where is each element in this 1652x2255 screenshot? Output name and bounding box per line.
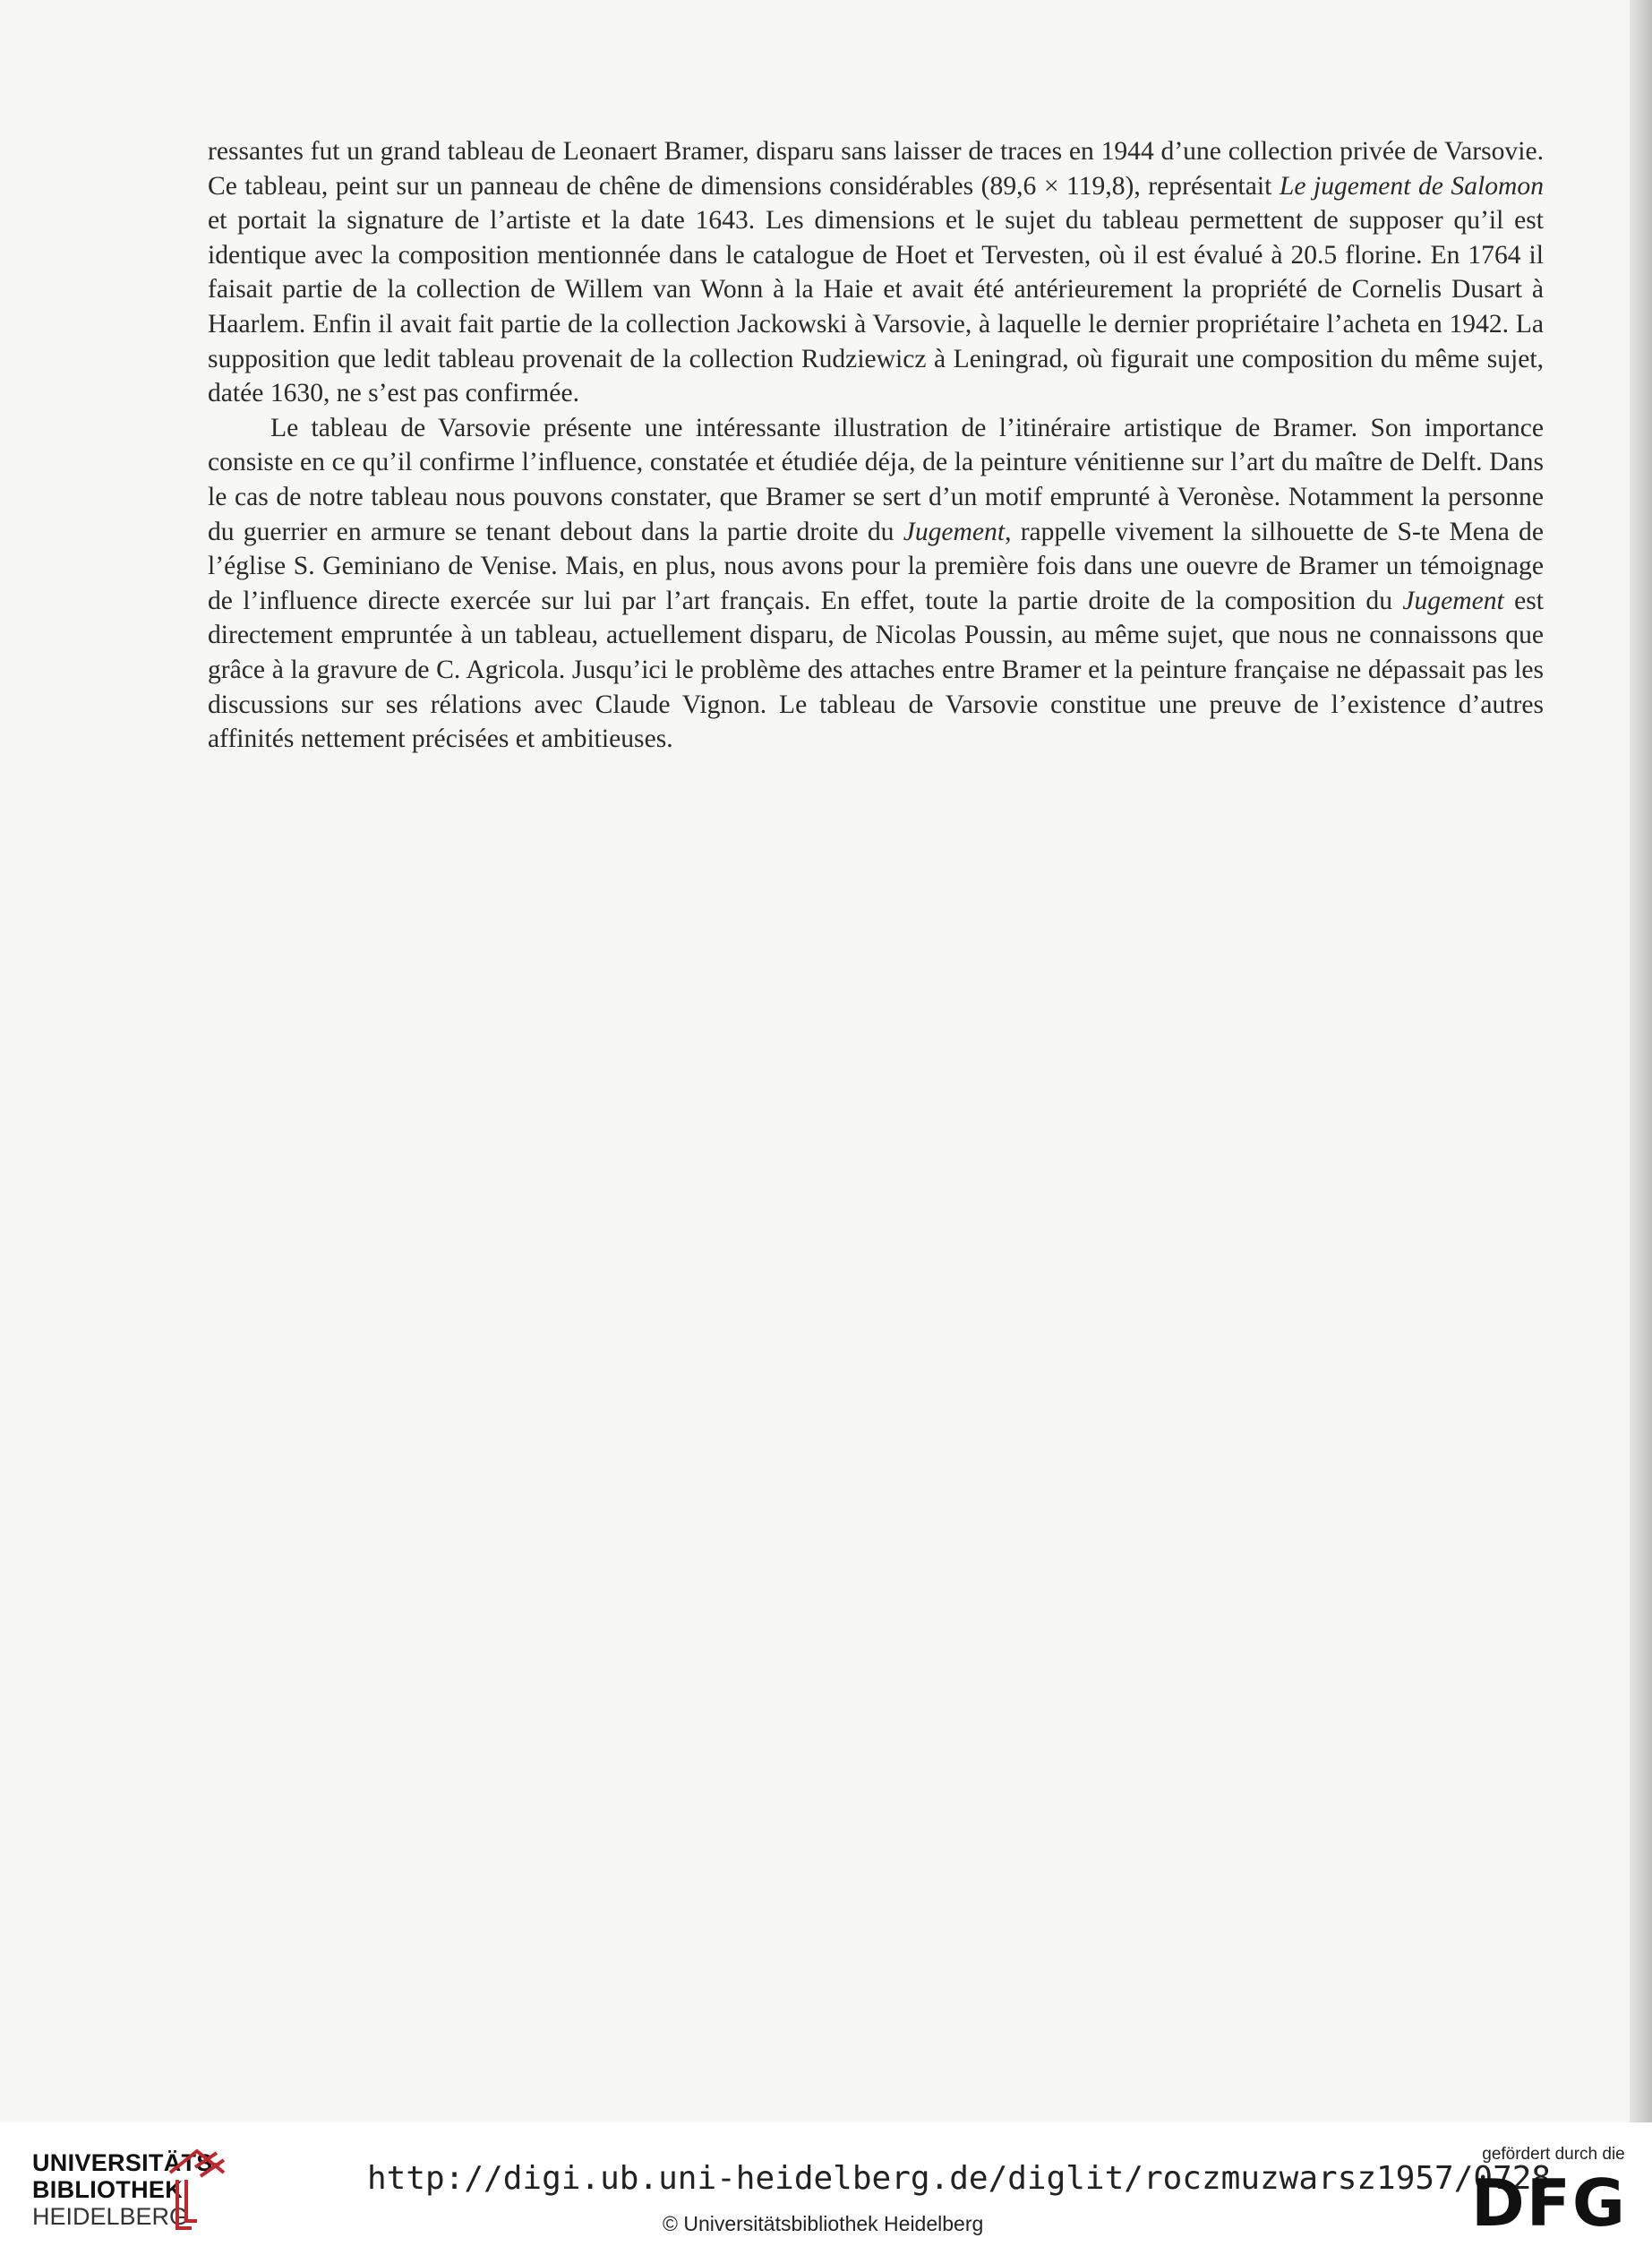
- paragraph-1-title-italic: Le jugement de Salomon: [1279, 171, 1544, 201]
- paragraph-2-italic-jugement-2: Jugement: [1402, 586, 1504, 615]
- permalink-url[interactable]: http://digi.ub.uni-heidelberg.de/diglit/roczmuzwarsz1957/0728: [367, 2160, 1552, 2197]
- paragraph-2-italic-jugement-1: Jugement: [903, 517, 1006, 546]
- body-text: [208, 134, 1544, 757]
- library-name-line3: HEIDELBERG: [32, 2203, 189, 2230]
- dfg-logo[interactable]: DFG: [1470, 2165, 1628, 2241]
- paragraph-1-part-3: et portait la signature de l’artiste et la date 1643. Les dimensions et le sujet du tableau permettent de supposer qu’il est identique avec la composition mentionnée dans le catalogue de Hoet et Tervesten, où il est évalué à 20.5 florine. En 1764 il faisait partie de la collection de Willem van Wonn à la Haie et avait été antérieurement la propriété de Cornelis Dusart à Haarlem. Enfin il avait fait partie de la collection Jackowski à Varsovie, à laquelle le dernier propriétaire l’acheta en 1942. La supposition que ledit tableau provenait de la collection Rudziewicz à Leningrad, où figurait une composition du même sujet, datée 1630, ne s’est pas confirmée.: [208, 206, 1544, 408]
- ub-logo-mark-icon: [161, 2146, 233, 2235]
- paragraph-2-part-3: , rappelle vivement la silhouette de S-te Mena de l’église S. Geminiano de Venise. Mais, en plus, nous avons pour la première fois dans une ouevre de Bramer un témoignage de l’influence directe exercée sur lui par l’art français. En effet, toute la partie droite de la composition du: [208, 517, 1544, 615]
- library-name-line2: BIBLIOTHEK: [32, 2176, 183, 2203]
- copyright-notice: © Universitätsbibliothek Heidelberg: [663, 2212, 984, 2235]
- paragraph-2-part-5: est directement empruntée à un tableau, actuellement disparu, de Nicolas Poussin, au même sujet, que nous ne connaissons que grâce à la gravure de C. Agricola. Jusqu’ici le problème des attaches entre Bramer et la peinture française ne dépassait pas les discussions sur ses rélations avec Claude Vignon. Le tableau de Varsovie constitue une preuve de l’existence d’autres affinités nettement précisées et ambitieuses.: [208, 586, 1544, 754]
- library-name-line1: UNIVERSITÄTS-: [32, 2149, 221, 2176]
- paragraph-2-part-1: Le tableau de Varsovie présente une intéressante illustration de l’itinéraire artistique de Bramer. Son importance consiste en ce qu’il confirme l’influence, constatée et étudiée déja, de la peinture vénitienne sur l’art du maître de Delft. Dans le cas de notre tableau nous pouvons constater, que Bramer se sert d’un motif emprunté à Veronèse. Notamment la personne du guerrier en armure se tenant debout dans la partie droite du: [208, 413, 1544, 546]
- page-edge-shadow: [1630, 0, 1652, 2122]
- funding-label: gefördert durch die: [1482, 2145, 1625, 2164]
- paragraph-1-part-1: ressantes fut un grand tableau de Leonaert Bramer, disparu sans laisser de traces en 1944 d’une collection privée de Varsovie. Ce tableau, peint sur un panneau de chêne de dimensions considérables (89,6 × 119,8), représentait: [208, 137, 1544, 201]
- paragraph-1: [208, 134, 1544, 411]
- paragraph-2: [208, 411, 1544, 757]
